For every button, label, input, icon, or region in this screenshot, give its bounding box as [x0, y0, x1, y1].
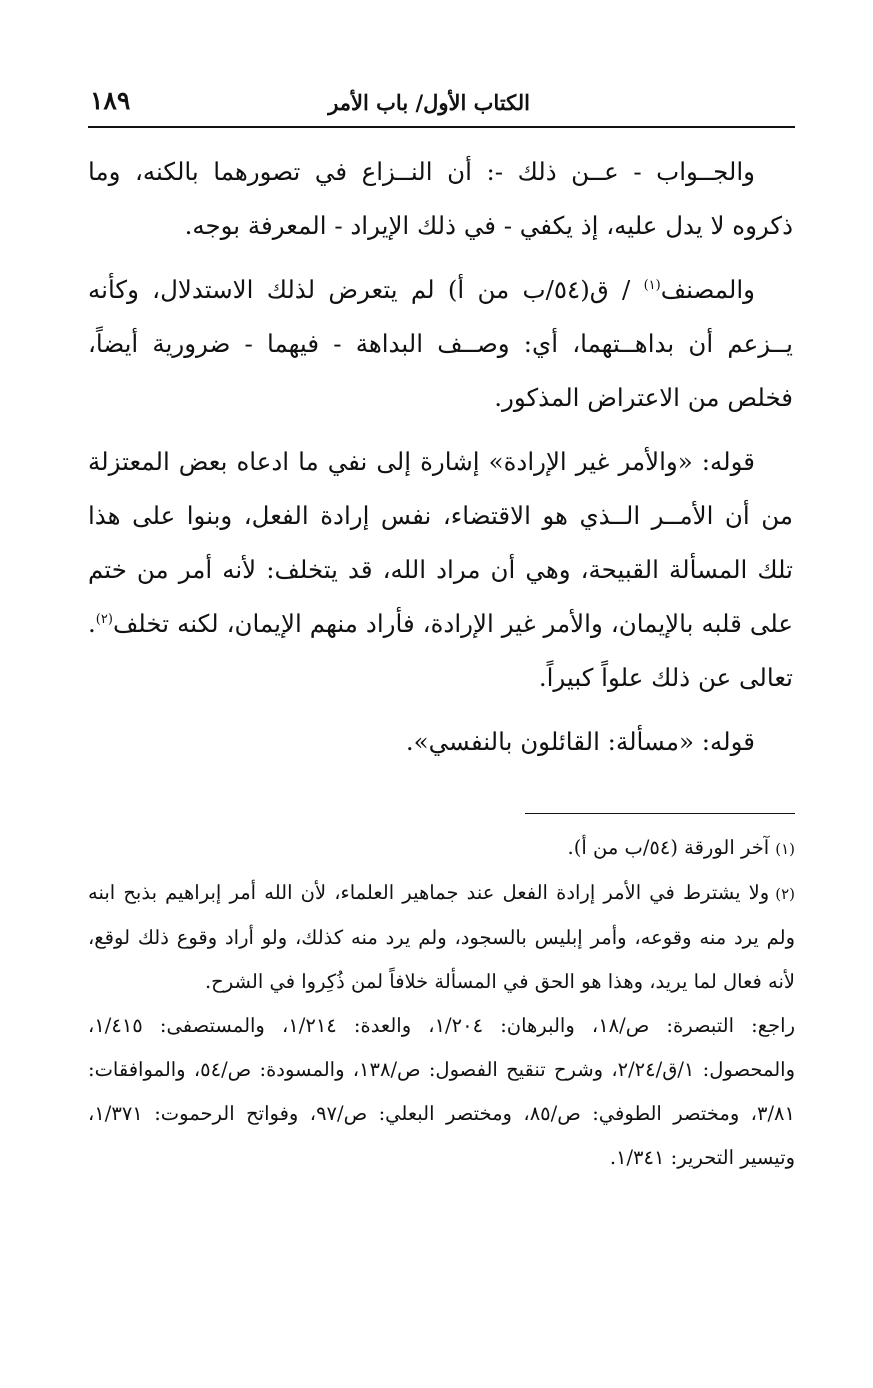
- footnote-1-number: (١): [775, 840, 795, 858]
- paragraph-answer-text: والجــواب - عــن ذلك -: أن النــزاع في تصورهما بالكنه، وما ذكروه لا يدل عليه، إذ يكفي - في ذلك الإيراد - المعرفة بوجه.: [88, 157, 793, 240]
- paragraph-issue: [88, 715, 793, 769]
- footnote-2-references: [88, 1004, 795, 1180]
- main-text: [88, 145, 793, 777]
- running-header: [88, 86, 795, 128]
- footnotes: [88, 826, 795, 1180]
- footnote-2-number: (٢): [775, 885, 795, 903]
- paragraph-author-text-start: والمصنف: [660, 275, 755, 304]
- footnote-ref-2: (٢): [95, 611, 113, 627]
- paragraph-command-will-text-end: . تعالى عن ذلك علواً كبيراً.: [88, 609, 793, 692]
- footnote-2-text: ولا يشترط في الأمر إرادة الفعل عند جماهير العلماء، لأن الله أمر إبراهيم بذبح ابنه ولم يرد منه وقوعه، وأمر إبليس بالسجود، ولم يرد منه كذلك، ولو أراد وقوع ذلك لوقع، لأنه فعال لما يريد، وهذا هو الحق في المسألة خلافاً لمن ذُكِروا في الشرح.: [88, 881, 795, 993]
- paragraph-author-text-rest: / ق(٥٤/ب من أ) لم يتعرض لذلك الاستدلال، وكأنه يــزعم أن بداهــتهما، أي: وصــف البداهة - فيهما - ضرورية أيضاً، فخلص من الاعتراض المذكور.: [88, 275, 793, 412]
- footnote-1-text: آخر الورقة (٥٤/ب من أ).: [567, 836, 770, 859]
- paragraph-answer: [88, 145, 793, 253]
- footnote-ref-1: (١): [643, 277, 661, 293]
- footnote-separator: [525, 813, 795, 814]
- paragraph-command-will-text: قوله: «والأمر غير الإرادة» إشارة إلى نفي ما ادعاه بعض المعتزلة من أن الأمــر الــذي هو الاقتضاء، نفس إرادة الفعل، وبنوا على هذا تلك المسألة القبيحة، وهي أن مراد الله، قد يتخلف: لأنه أمر من ختم على قلبه بالإيمان، والأمر غير الإرادة، فأراد منهم الإيمان، لكنه تخلف: [88, 447, 793, 638]
- footnote-1: [88, 826, 795, 871]
- page-number: ١٨٩: [90, 86, 131, 115]
- footnote-2: [88, 871, 795, 1004]
- footnote-2-references-text: راجع: التبصرة: ص/١٨، والبرهان: ١/٢٠٤، والعدة: ١/٢١٤، والمستصفى: ١/٤١٥، والمحصول: ١/ق/٢/٢٤، وشرح تنقيح الفصول: ص/١٣٨، والمسودة: ص/٥٤، والموافقات: ٣/٨١، ومختصر الطوفي: ص/٨٥، ومختصر البعلي: ص/٩٧، وفواتح الرحموت: ١/٣٧١، وتيسير التحرير: ١/٣٤١.: [88, 1014, 796, 1169]
- paragraph-issue-text: قوله: «مسألة: القائلون بالنفسي».: [405, 727, 755, 756]
- paragraph-author: [88, 263, 793, 425]
- paragraph-command-will: [88, 435, 793, 705]
- running-title: الكتاب الأول/ باب الأمر: [328, 90, 530, 115]
